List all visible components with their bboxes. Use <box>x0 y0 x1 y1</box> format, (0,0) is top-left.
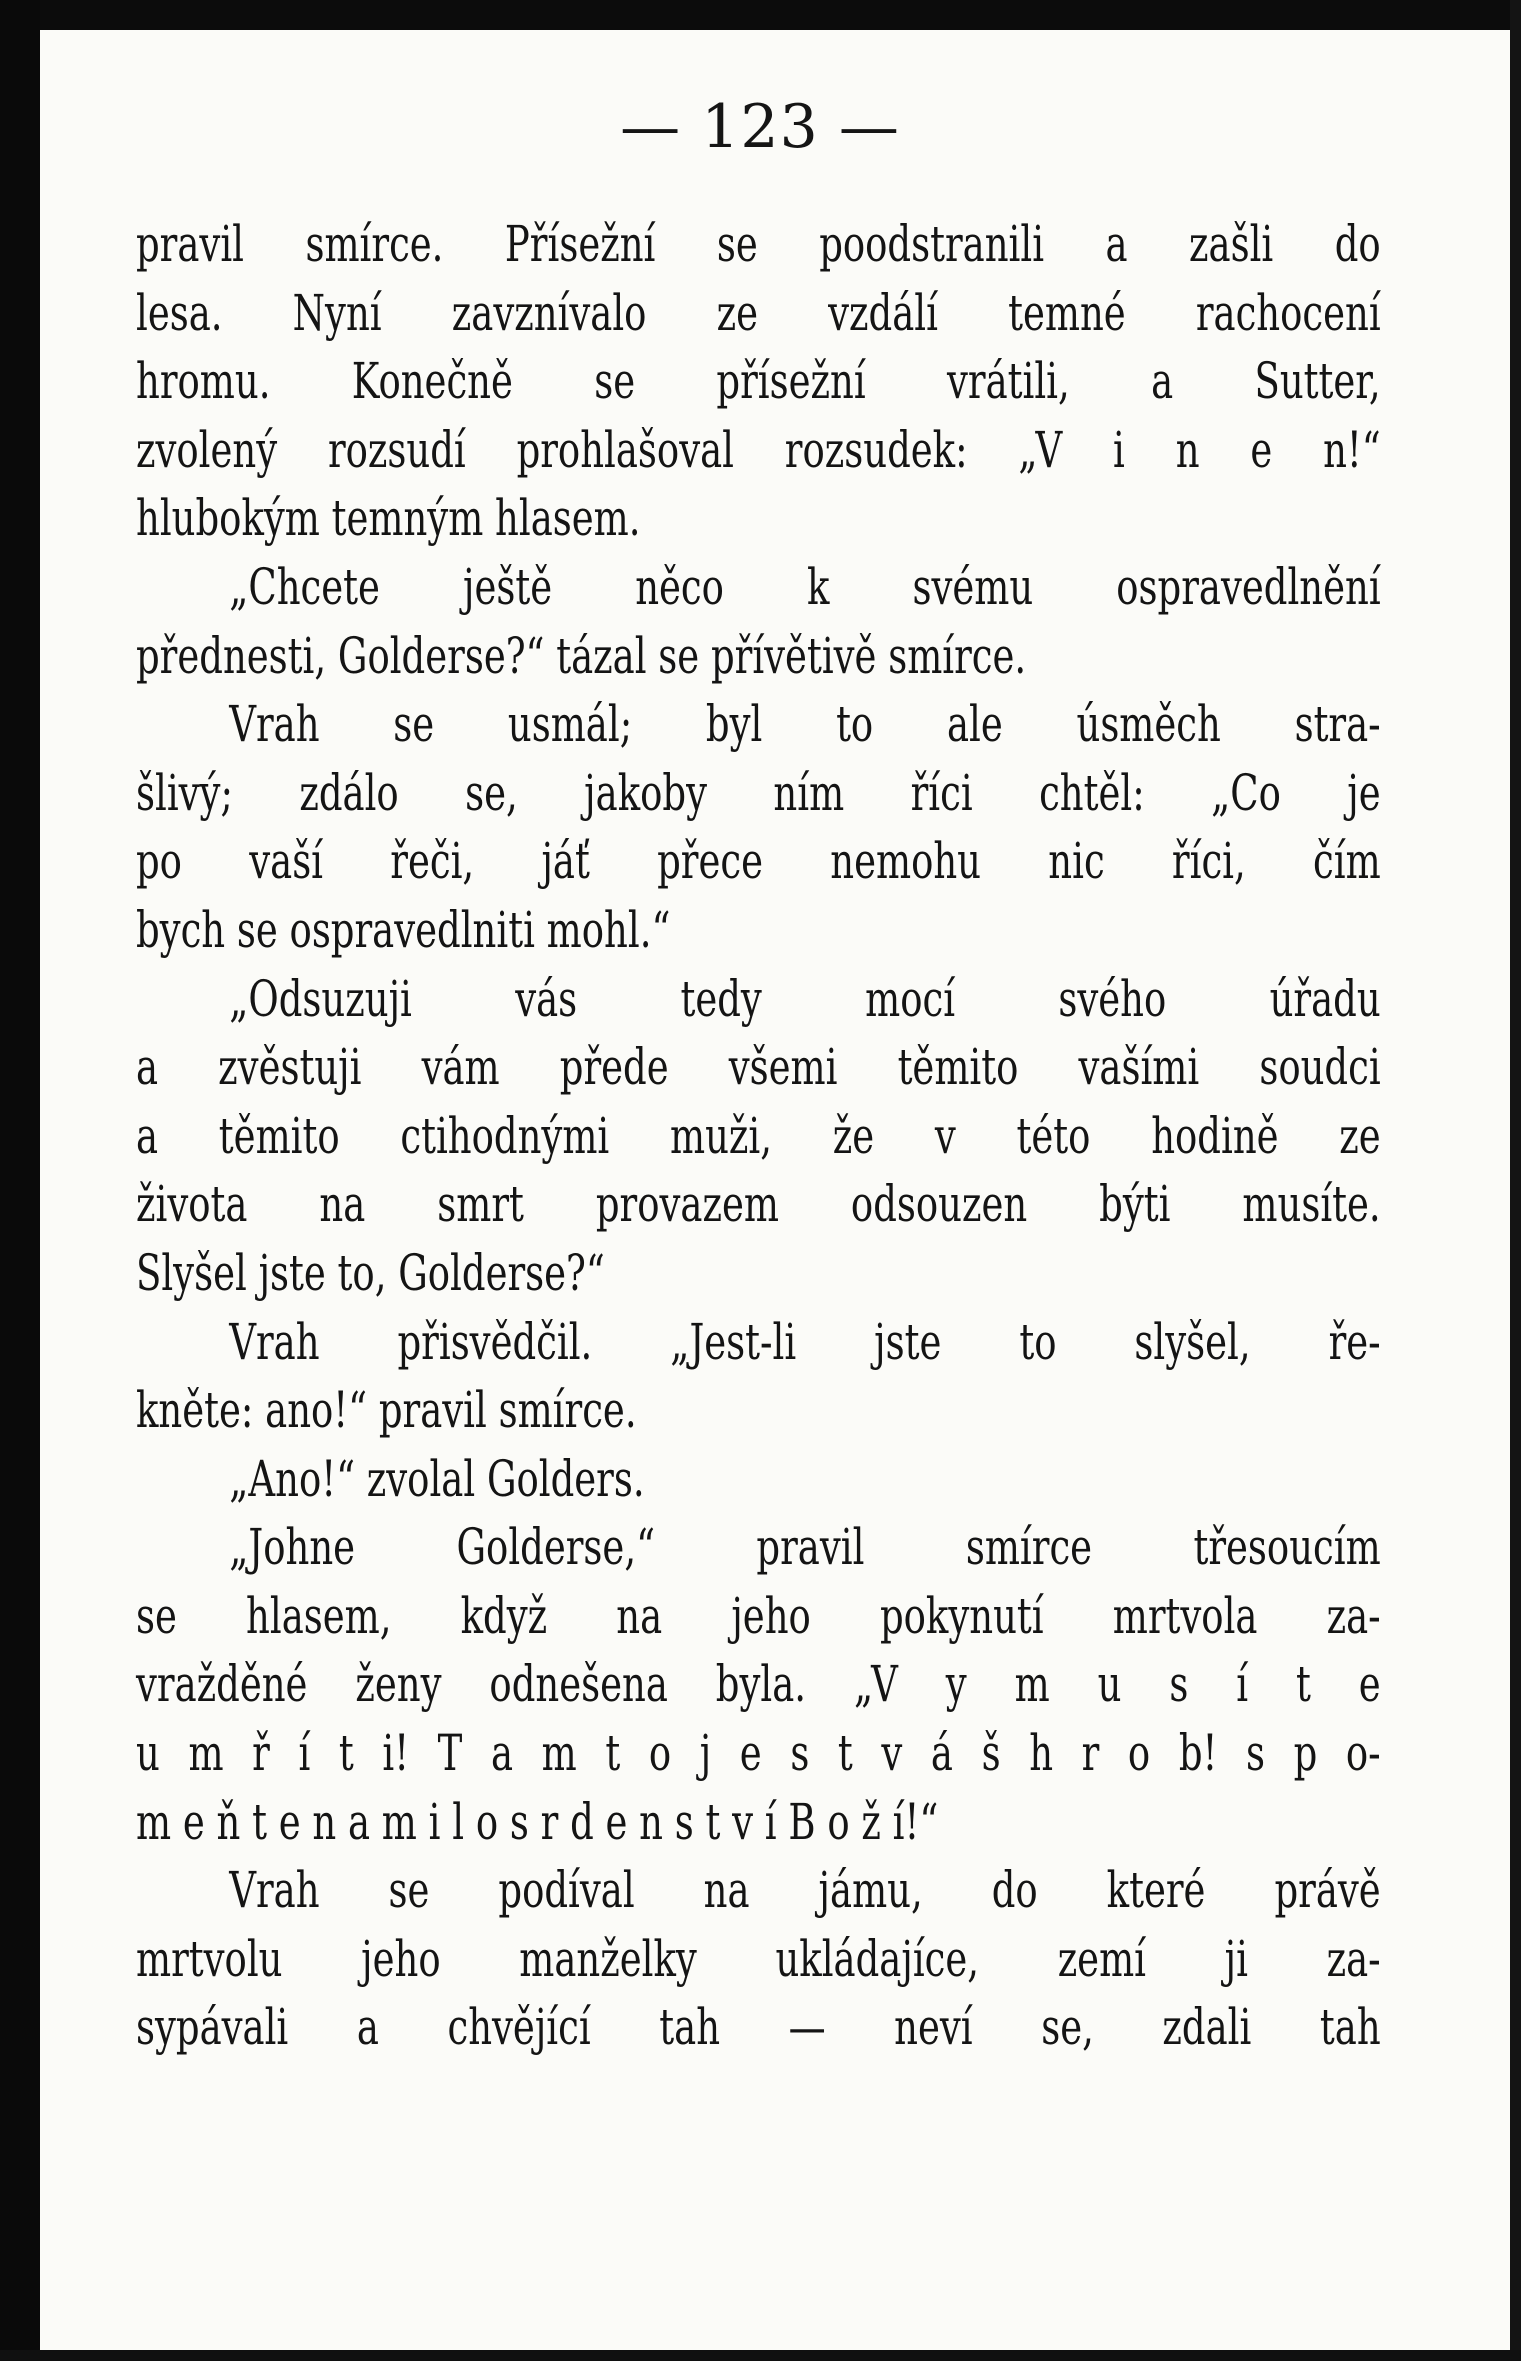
text-line: mrtvolu jeho manželky ukládajíce, zemí ji za- <box>136 1929 1381 1988</box>
text-line: Vrah se usmál; byl to ale úsměch stra- <box>229 695 1381 754</box>
text-line: bych se ospravedlniti mohl.“ <box>136 900 671 959</box>
text-line: m e ň t e n a m i l o s r d e n s t v í B o ž í!“ <box>136 1792 939 1851</box>
text-line: lesa. Nyní zavznívalo ze vzdálí temné rachocení <box>136 283 1381 342</box>
text-line: „Chcete ještě něco k svému ospravedlnění <box>229 557 1381 616</box>
text-line: a zvěstuji vám přede všemi těmito vašími soudci <box>136 1038 1381 1097</box>
text-line: pravil smírce. Přísežní se poodstranili a zašli do <box>136 215 1381 273</box>
text-line: sypávali a chvějící tah — neví se, zdali tah <box>136 1998 1381 2057</box>
scan-border-right <box>1510 0 1521 2361</box>
text-line: přednesti, Golderse?“ tázal se přívětivě smírce. <box>136 626 1027 685</box>
body-text <box>136 210 1381 2062</box>
text-line: Vrah přisvědčil. „Jest-li jste to slyšel, ře- <box>229 1312 1381 1371</box>
book-page <box>40 30 1510 2350</box>
text-line: u m ř í t i! T a m t o j e s t v á š h r o b! s p o- <box>136 1724 1381 1783</box>
text-line: vražděné ženy odnešena byla. „V y m u s í t e <box>136 1655 1381 1714</box>
scan-border-bottom <box>0 2350 1521 2361</box>
text-line: po vaší řeči, jáť přece nemohu nic říci, čím <box>136 832 1381 891</box>
text-line: zvolený rozsudí prohlašoval rozsudek: „V i n e n!“ <box>136 420 1381 479</box>
text-line: šlivý; zdálo se, jakoby ním říci chtěl: „Co je <box>136 763 1381 822</box>
text-line: se hlasem, když na jeho pokynutí mrtvola za- <box>136 1586 1381 1645</box>
text-line: kněte: ano!“ pravil smírce. <box>136 1381 637 1440</box>
text-line: „Odsuzuji vás tedy mocí svého úřadu <box>229 969 1381 1028</box>
text-line: „Ano!“ zvolal Golders. <box>229 1449 645 1508</box>
text-line: „Johne Golderse,“ pravil smírce třesoucím <box>229 1518 1381 1577</box>
text-line: života na smrt provazem odsouzen býti musíte. <box>136 1175 1381 1234</box>
text-line: Vrah se podíval na jámu, do které právě <box>229 1861 1381 1920</box>
text-line: hromu. Konečně se přísežní vrátili, a Sutter, <box>136 352 1381 411</box>
text-line: Slyšel jste to, Golderse?“ <box>136 1243 605 1302</box>
scan-border-top <box>0 0 1521 30</box>
page-number: — 123 — <box>620 92 900 162</box>
text-line: hlubokým temným hlasem. <box>136 489 641 548</box>
scan-border-left <box>0 0 40 2361</box>
text-line: a těmito ctihodnými muži, že v této hodině ze <box>136 1106 1381 1165</box>
